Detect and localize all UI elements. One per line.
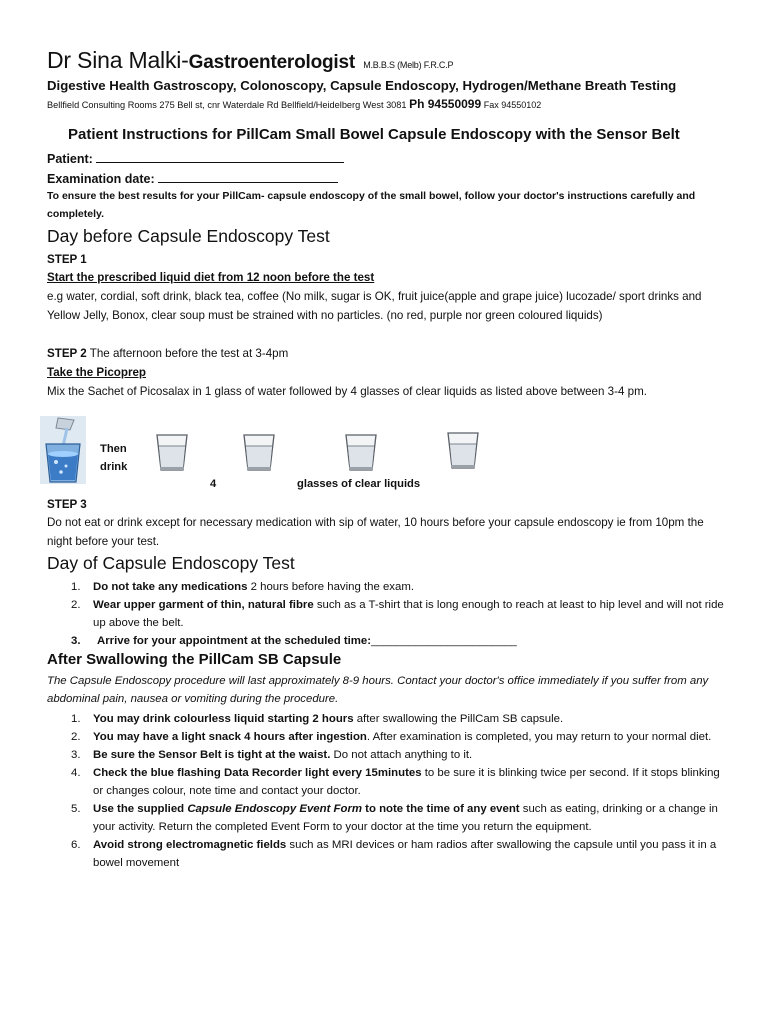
glasses-caption: glasses of clear liquids (297, 478, 421, 490)
list-item: 5. Use the supplied Capsule Endoscopy Event Form to note the time of any event such as eating, drinking or a change in your activity. Return the completed Event Form to your doctor at the time you return the equipment. (71, 803, 718, 833)
step1-label: STEP 1 (47, 253, 87, 266)
exam-date-blank (158, 170, 338, 183)
glass-icon (242, 432, 276, 472)
list-item: 3. Arrive for your appointment at the scheduled time:_______________________ (71, 635, 517, 647)
list-item: 4. Check the blue flashing Data Recorder light every 15minutes to be sure it is blinking twice per second. If it stops blinking or changes colour, note time and contact your doctor. (71, 767, 720, 797)
intro-text: To ensure the best results for your PillCam- capsule endoscopy of the small bowel, follow your doctor's instructions carefully and completely. (47, 190, 696, 220)
glass-icon (446, 430, 480, 470)
list-item: 6. Avoid strong electromagnetic fields such as MRI devices or ham radios after swallowing the capsule until you pass it in a bowel movement (71, 839, 717, 869)
doctor-name: Dr Sina Malki- (47, 47, 189, 73)
glasses-count: 4 (210, 478, 217, 490)
list-item: 3. Be sure the Sensor Belt is tight at the waist. Do not attach anything to it. (71, 749, 473, 761)
day-of-list (47, 578, 737, 650)
step2-label: STEP 2 (47, 347, 87, 360)
after-list (47, 710, 733, 872)
list-item: 2. Wear upper garment of thin, natural fibre such as a T-shirt that is long enough to reach at least to hip level and will not ride up above the belt. (71, 599, 724, 629)
qualifications: M.B.B.S (Melb) F.R.C.P (363, 60, 454, 70)
address: Bellfield Consulting Rooms 275 Bell st, cnr Waterdale Rd Bellfield/Heidelberg West 3081 (47, 100, 407, 110)
exam-date-field (47, 170, 338, 186)
step2-text: The afternoon before the test at 3-4pm (89, 347, 289, 360)
step2-line (47, 344, 288, 363)
step3-text: Do not eat or drink except for necessary medication with sip of water, 10 hours before your capsule endoscopy ie from 10pm the night before your test. (47, 516, 704, 548)
glass-icon (344, 432, 378, 472)
drink-label: drink (100, 461, 128, 473)
step3-label: STEP 3 (47, 498, 87, 511)
patient-blank (96, 150, 344, 163)
list-item: 1. You may drink colourless liquid starting 2 hours after swallowing the PillCam SB capsule. (71, 713, 564, 725)
step1-title: Start the prescribed liquid diet from 12 noon before the test (47, 271, 375, 284)
day-before-heading: Day before Capsule Endoscopy Test (47, 226, 330, 246)
doctor-name-line (47, 47, 453, 74)
phone: Ph 94550099 (409, 97, 482, 111)
after-heading: After Swallowing the PillCam SB Capsule (47, 651, 342, 668)
pouring-water-image (40, 416, 86, 484)
patient-label: Patient: (47, 152, 93, 166)
after-intro: The Capsule Endoscopy procedure will last approximately 8-9 hours. Contact your doctor's office immediately if you suffer from any abdominal pain, nausea or vomiting during the procedure. (47, 675, 709, 705)
list-item: 2. You may have a light snack 4 hours after ingestion. After examination is completed, you may return to your normal diet. (71, 731, 712, 743)
services-line: Digestive Health Gastroscopy, Colonoscopy, Capsule Endoscopy, Hydrogen/Methane Breath Testing (47, 78, 677, 93)
exam-date-label: Examination date: (47, 172, 155, 186)
list-item: 1. Do not take any medications 2 hours before having the exam. (71, 581, 414, 593)
address-line (47, 97, 541, 111)
day-of-heading: Day of Capsule Endoscopy Test (47, 553, 295, 573)
step1-text: e.g water, cordial, soft drink, black tea, coffee (No milk, sugar is OK, fruit juice(apple and grape juice) lucozade/ sport drinks and Yellow Jelly, Bonox, clear soup must be strained with no particles. (no red, purple nor green coloured liquids) (47, 290, 702, 322)
fax: Fax 94550102 (483, 100, 542, 110)
then-label: Then (100, 443, 127, 455)
document-title: Patient Instructions for PillCam Small Bowel Capsule Endoscopy with the Sensor Belt (68, 126, 680, 143)
step2-title: Take the Picoprep (47, 366, 147, 379)
glass-icon (155, 432, 189, 472)
patient-field (47, 150, 344, 166)
step2-instructions: Mix the Sachet of Picosalax in 1 glass of water followed by 4 glasses of clear liquids as listed above between 3-4 pm. (47, 385, 647, 398)
doctor-title: Gastroenterologist (188, 52, 355, 73)
